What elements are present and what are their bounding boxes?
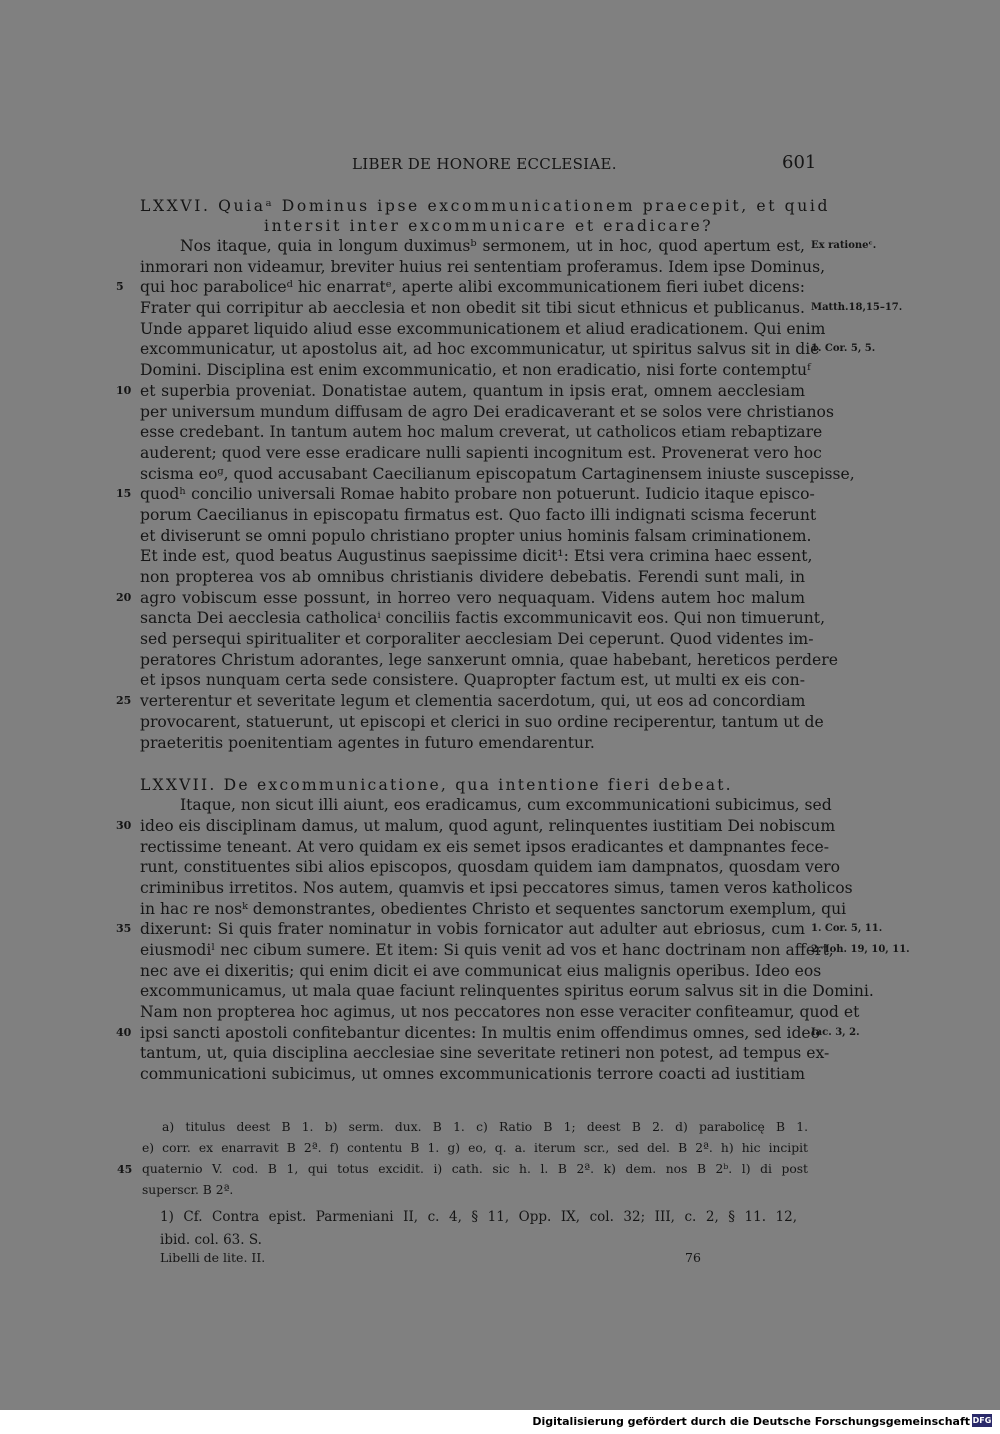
- line-number: 20: [116, 590, 132, 604]
- running-title: LIBER DE HONORE ECCLESIAE.: [352, 155, 617, 173]
- text-line: [140, 899, 847, 920]
- apparatus-line: [118, 1117, 808, 1138]
- text-line: [140, 567, 805, 588]
- line-text: rectissime teneant. At vero quidam ex eis semet ipsos eradicantes et dampnantes fece-: [140, 837, 829, 856]
- line-text: praeteritis poenitentiam agentes in futuro emendarentur.: [140, 733, 595, 752]
- line-number: 45: [117, 1163, 133, 1176]
- line-text: Et inde est, quod beatus Augustinus saepissime dicit¹: Etsi vera crimina haec essent,: [140, 547, 813, 566]
- line-text: et diviserunt se omni populo christiano propter unius hominis falsam criminationem.: [140, 526, 812, 545]
- line-text: peratores Christum adorantes, lege sanxerunt omnia, quae habebant, hereticos perdere: [140, 650, 838, 669]
- text-line: [116, 816, 836, 837]
- line-text: tantum, ut, quia disciplina aecclesiae sine severitate retineri non potest, ad tempus ex-: [140, 1044, 830, 1063]
- chapter-heading: LXXVI. Quiaᵃ Dominus ipse excommunicationem praecepit, et quid: [140, 197, 831, 215]
- line-text: in hac re nosᵏ demonstrantes, obedientes Christo et sequentes sanctorum exemplum, qui: [140, 899, 847, 918]
- text-line: [140, 961, 822, 982]
- line-text: ideo eis disciplinam damus, ut malum, quod agunt, relinquentes iustitiam Dei nobiscum: [140, 816, 836, 835]
- line-text: qui hoc paraboliceᵈ hic enarratᵉ, aperte alibi excommunicationem fieri iubet dicens:: [140, 278, 805, 297]
- line-number: 35: [116, 922, 132, 936]
- text-line: [116, 919, 883, 940]
- text-line: [140, 546, 813, 567]
- text-line: [140, 1064, 805, 1085]
- line-text: Nos itaque, quia in longum duximusᵇ sermonem, ut in hoc, quod apertum est,: [180, 237, 805, 255]
- margin-reference: Iac. 3, 2.: [811, 1026, 860, 1038]
- footnotes: [160, 1206, 797, 1252]
- line-text: Itaque, non sicut illi aiunt, eos eradicamus, cum excommunicationi subicimus, sed: [180, 796, 832, 815]
- line-text: verterentur et severitate legum et clementia sacerdotum, qui, ut eos ad concordiam: [140, 692, 806, 711]
- footer-signature: 76: [685, 1250, 701, 1265]
- text-line: [140, 733, 805, 754]
- margin-reference: 1. Cor. 5, 11.: [811, 923, 883, 935]
- text-line: [140, 795, 832, 816]
- line-text: per universum mundum diffusam de agro Dei eradicaverant et se solos vere christianos: [140, 402, 834, 421]
- line-text: inmorari non videamur, breviter huius rei sententiam proferamus. Idem ipse Dominus,: [140, 257, 826, 276]
- line-text: scisma eoᵍ, quod accusabant Caecilianum episcopatum Cartaginensem iniuste suscepisse,: [140, 464, 855, 483]
- text-line: [140, 712, 824, 733]
- text-line: [116, 381, 805, 402]
- line-number: 30: [116, 818, 132, 832]
- apparatus-text: e) corr. ex enarravit B 2ª. f) contentu B 1. g) eo, q. a. iterum scr., sed del. B 2ª. h) hic incipit: [142, 1141, 808, 1155]
- apparatus-line: [118, 1159, 808, 1180]
- text-line: [140, 236, 877, 257]
- text-line: [140, 670, 805, 691]
- line-text: runt, constituentes sibi alios episcopos, quosdam quidem iam dampnatos, quosdam vero: [140, 858, 841, 877]
- footnote-line: 1) Cf. Contra epist. Parmeniani II, c. 4, § 11, Opp. IX, col. 32; III, c. 2, § 11. 12,: [160, 1209, 797, 1225]
- line-text: excommunicatur, ut apostolus ait, ad hoc excommunicatur, ut spiritus salvus sit in die: [140, 340, 820, 359]
- line-text: non propterea vos ab omnibus christianis dividere debebatis. Ferendi sunt mali, in: [140, 568, 805, 586]
- line-text: agro vobiscum esse possunt, in horreo vero nequaquam. Videns autem hoc malum: [140, 588, 805, 607]
- text-line: [140, 1002, 860, 1023]
- apparatus-line: [118, 1138, 808, 1159]
- margin-reference: 1. Cor. 5, 5.: [811, 343, 876, 355]
- main-text: [116, 196, 910, 1085]
- chapter-heading: LXXVII. De excommunicatione, qua intentione fieri debeat.: [140, 776, 733, 795]
- line-number: 25: [116, 694, 132, 708]
- text-line: [116, 277, 805, 298]
- line-text: Unde apparet liquido aliud esse excommunicationem et aliud eradicationem. Qui enim: [140, 319, 826, 338]
- line-text: criminibus irretitos. Nos autem, quamvis et ipsi peccatores simus, tamen veros katholicos: [140, 878, 853, 897]
- margin-reference: Matth.18,15–17.: [811, 302, 903, 314]
- text-line: [140, 443, 822, 464]
- apparatus-line: [118, 1180, 808, 1201]
- text-line: [140, 608, 826, 629]
- line-text: Nam non propterea hoc agimus, ut nos peccatores non esse veraciter confiteamur, quod et: [140, 1003, 860, 1022]
- chapter-76-text: [116, 236, 903, 753]
- text-line: [116, 691, 806, 712]
- line-text: et ipsos nunquam certa sede consistere. Quapropter factum est, ut multi ex eis con-: [140, 671, 805, 690]
- page-number: 601: [782, 152, 817, 173]
- text-line: [140, 837, 829, 858]
- text-line: [140, 629, 814, 650]
- chapter-77-text: [116, 795, 910, 1085]
- line-text: eiusmodiˡ nec cibum sumere. Et item: Si quis venit ad vos et hanc doctrinam non affert,: [140, 941, 834, 959]
- line-number: 10: [116, 383, 132, 397]
- line-text: sancta Dei aecclesia catholicaⁱ conciliis factis excommunicavit eos. Qui non timuerunt,: [140, 609, 826, 628]
- line-text: communicationi subicimus, ut omnes excommunicationis terrore coacti ad iustitiam: [140, 1065, 805, 1084]
- text-line: [140, 339, 876, 360]
- footer-series-title: Libelli de lite. II.: [160, 1250, 266, 1265]
- dfg-logo: DFG: [972, 1416, 992, 1425]
- line-text: auderent; quod vere esse eradicare nulli sapienti incognitum est. Provenerat vero hoc: [140, 443, 822, 462]
- text-line: [140, 298, 903, 319]
- text-line: [140, 257, 826, 278]
- line-number: 40: [116, 1025, 132, 1039]
- line-text: quodʰ concilio universali Romae habito probare non potuerunt. Iudicio itaque episco-: [140, 485, 815, 504]
- margin-reference: Ex rationeᶜ.: [811, 240, 877, 251]
- text-line: [140, 464, 855, 485]
- line-number: 5: [116, 280, 124, 294]
- line-text: Domini. Disciplina est enim excommunicatio, et non eradicatio, nisi forte contemptuᶠ: [140, 361, 811, 380]
- text-line: [140, 981, 874, 1002]
- text-line: [140, 878, 853, 899]
- line-text: dixerunt: Si quis frater nominatur in vobis fornicator aut adulter aut ebriosus, cum: [140, 920, 805, 939]
- text-line: [140, 360, 811, 381]
- chapter-heading-continued: intersit inter excommunicare et eradicare?: [264, 217, 714, 235]
- line-number: 15: [116, 487, 132, 501]
- text-line: [116, 484, 815, 505]
- line-text: ipsi sancti apostoli confitebantur dicentes: In multis enim offendimus omnes, sed ideo: [140, 1023, 821, 1042]
- line-text: nec ave ei dixeritis; qui enim dicit ei ave communicat eius malignis operibus. Ideo eos: [140, 961, 822, 980]
- margin-reference: 2. Ioh. 19, 10, 11.: [811, 944, 910, 955]
- text-line: [140, 1043, 830, 1064]
- text-line: [140, 650, 838, 671]
- critical-apparatus: [118, 1117, 808, 1201]
- apparatus-text: quaternio V. cod. B 1, qui totus excidit. i) cath. sic h. l. B 2ª. k) dem. nos B 2ᵇ. l) di post: [142, 1162, 808, 1176]
- apparatus-text: superscr. B 2ª.: [142, 1183, 234, 1197]
- text-line: [140, 940, 910, 961]
- line-text: excommunicamus, ut mala quae faciunt relinquentes spiritus eorum salvus sit in die Domini.: [140, 982, 874, 1001]
- footnote-line: ibid. col. 63. S.: [160, 1232, 262, 1248]
- text-line: [116, 588, 805, 609]
- text-line: [140, 422, 823, 443]
- apparatus-text: a) titulus deest B 1. b) serm. dux. B 1. c) Ratio B 1; deest B 2. d) parabolicę B 1.: [162, 1120, 808, 1134]
- line-text: et superbia proveniat. Donatistae autem, quantum in ipsis erat, omnem aecclesiam: [140, 381, 805, 400]
- line-text: porum Caecilianus in episcopatu firmatus est. Quo facto illi indignati scisma fecerunt: [140, 505, 817, 524]
- text-line: [116, 1023, 860, 1044]
- line-text: esse credebant. In tantum autem hoc malum creverat, ut catholicos etiam rebaptizare: [140, 423, 823, 442]
- text-line: [140, 319, 826, 340]
- text-line: [140, 526, 812, 547]
- line-text: provocarent, statuerunt, ut episcopi et clerici in suo ordine reciperentur, tantum ut de: [140, 712, 824, 731]
- text-line: [140, 857, 841, 878]
- text-line: [140, 505, 817, 526]
- text-line: [140, 402, 834, 423]
- digitization-credit: Digitalisierung gefördert durch die Deutsche Forschungsgemeinschaft: [532, 1415, 970, 1428]
- page-header: [0, 152, 1000, 179]
- line-text: sed persequi spiritualiter et corporaliter aecclesiam Dei ceperunt. Quod videntes im-: [140, 630, 814, 649]
- line-text: Frater qui corripitur ab aecclesia et non obedit sit tibi sicut ethnicus et publicanus.: [140, 299, 805, 318]
